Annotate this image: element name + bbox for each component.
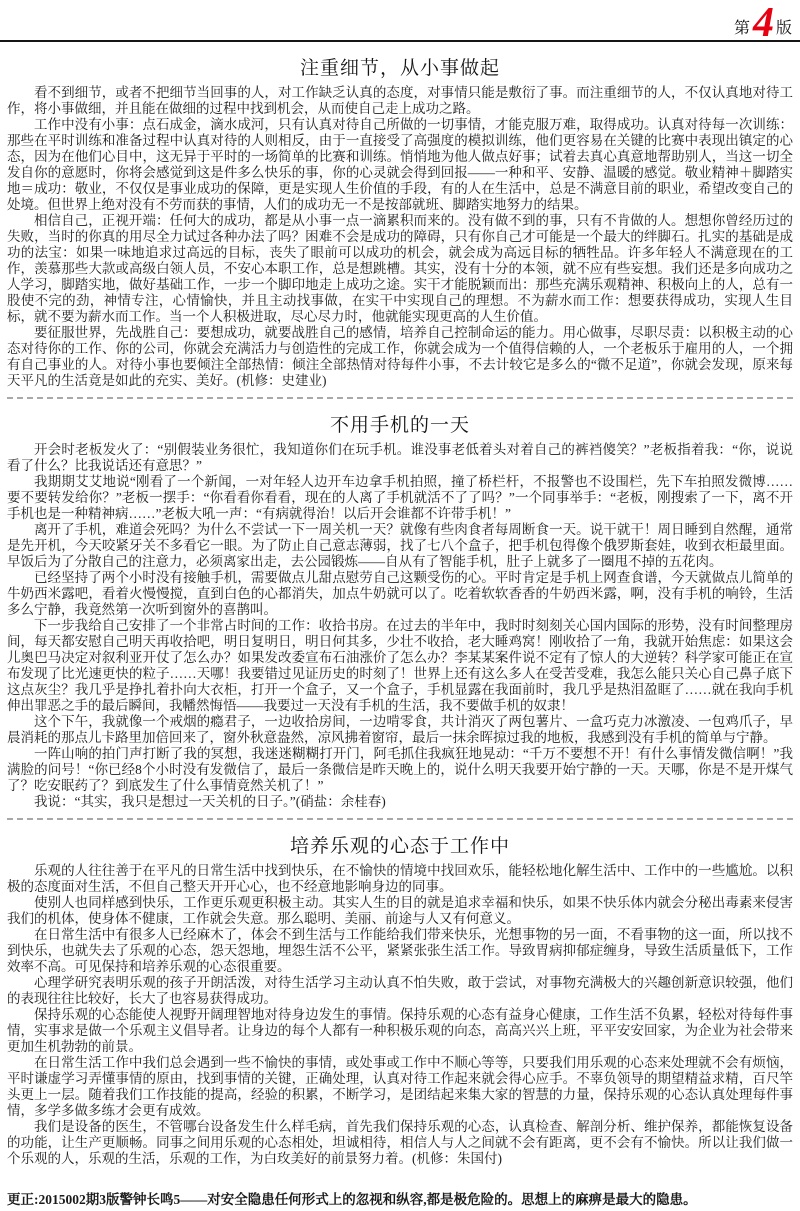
article-paragraph: 在日常生活工作中我们总会遇到一些不愉快的事情，或处事或工作中不顺心等等，只要我们用乐观的心态来处理就不会有烦恼，平时谦虚学习弄懂事情的原由，找到事情的关键，正确处理，认真对待工作起来就会得心应手。不辜负领导的期望精益求精，百尺竿头更上一层。随着我们工作技能的提高，经验的积累，不断学习，是团结起来集大家的智慧的力量，保持乐观的心态认真处理每件事情，多学多做多练才会更有成效。 [7,1055,793,1118]
article-paragraph: 乐观的人往往善于在平凡的日常生活中找到快乐，在不愉快的情境中找回欢乐，能轻松地化解生活中、工作中的一些尴尬。以积极的态度面对生活，不但自己整天开开心心，也不经意地影响身边的同事。 [7,863,793,894]
article-paragraph: 下一步我给自己安排了一个非常占时间的工作：收拾书房。在过去的半年中，我时时刻刻关心国内国际的形势，没有时间整理房间，每天都安慰自己明天再收拾吧，明日复明日，明日何其多，少壮不收拾，老大睡鸡窝！刚收拾了一角，我就开始焦虑：如果这会儿奥巴马决定对叙利亚开仗了怎么办？如果发改委宣布石油涨价了怎么办？李某某案件说不定有了惊人的大逆转？科学家可能正在宣布发现了比光速更快的粒子……天哪！我要错过见证历史的时刻了！世界上还有这么多人在受苦受难，我怎么能只关心自己鼻子底下这点灰尘？我几乎是挣扎着扑向大衣柜，打开一个盒子，又一个盒子，手机显露在我面前时，我几乎是热泪盈眶了……就在我向手机伸出罪恶之手的最后瞬间，我幡然悔悟——我要过一天没有手机的生活，我不要做手机的奴隶！ [7,618,793,713]
article-body [7,442,793,810]
article-paragraph: 一阵山响的拍门声打断了我的冥想，我迷迷糊糊打开门，阿毛抓住我疯狂地晃动：“千万不要想不开！有什么事情发微信啊！”我满脸的问号！“你已经8个小时没有发微信了，最后一条微信是昨天晚上的，说什么明天我要开始宁静的一天。天哪，你是不是开煤气了？吃安眠药了？到底发生了什么事情竟然关机了！” [7,746,793,793]
article-paragraph: 看不到细节，或者不把细节当回事的人，对工作缺乏认真的态度，对事情只能是敷衍了事。而注重细节的人，不仅认真地对待工作，将小事做细，并且能在做细的过程中找到机会，从而使自己走上成功之路。 [7,85,793,116]
article [7,53,793,389]
article-paragraph: 工作中没有小事：点石成金，滴水成河，只有认真对待自己所做的一切事情，才能克服万难，取得成功。认真对待每一次训练：那些在平时训练和准备过程中认真对待的人则相反，由于一直接受了高强度的模拟训练，他们更容易在关键的比赛中表现出镇定的心态，因为在他们心目中，这无异于平时的一场简单的比赛和训练。悄悄地为他人做点好事；试着去真心真意地帮助别人，当这一切全发自你的意愿时，你将会感觉到这是件多么快乐的事，你的心灵就会得到回报——一种和平、安静、温暖的感觉。敬业精神＋脚踏实地＝成功：敬业，不仅仅是事业成功的保障，更是实现人生价值的手段，有的人在生活中，总是不满意目前的职业，希望改变自己的处境。但世界上绝对没有不劳而获的事情，人们的成功无一不是按部就班、脚踏实地努力的结果。 [7,117,793,212]
article-paragraph: 要征服世界，先战胜自己：要想成功，就要战胜自己的感情，培养自己控制命运的能力。用心做事，尽职尽责：以积极主动的心态对待你的工作、你的公司，你就会充满活力与创造性的完成工作，你就会成为一个值得信赖的人，一个老板乐于雇用的人，一个拥有自己事业的人。对待小事也要倾注全部热情：倾注全部热情对待每件小事，不去计较它是多么的“微不足道”，你就会发现，原来每天平凡的生活竟是如此的充实、美好。(机修：史建业) [7,325,793,388]
article-paragraph: 这个下午，我就像一个戒烟的瘾君子，一边收拾房间，一边啃零食，共计消灭了两包薯片、一盒巧克力冰激凌、一包鸡爪子，早晨消耗的那点儿卡路里加倍回来了，窗外秋意盎然，凉风拂着窗帘，最后一抹余晖掠过我的地板，我感到没有手机的简单与宁静。 [7,714,793,745]
article-paragraph: 离开了手机，难道会死吗？为什么不尝试一下一周关机一天？就像有些肉食者每周断食一天。说干就干！周日睡到自然醒，通常是先开机，今天咬紧牙关不多看它一眼。为了防止自己意志薄弱，找了七八个盒子，把手机包得像个俄罗斯套娃，收到衣柜最里面。早饭后为了分散自己的注意力，必须离家出走，去公园锻炼——自从有了智能手机，肚子上就多了一圈甩不掉的五花肉。 [7,522,793,569]
article-title: 培养乐观的心态于工作中 [289,836,510,857]
article-paragraph: 相信自己，正视开端：任何大的成功，都是从小事一点一滴累积而来的。没有做不到的事，只有不肯做的人。想想你曾经历过的失败，当时的你真的用尽全力试过各种办法了吗？困难不会是成功的障碍，只有你自己才可能是一个最大的绊脚石。扎实的基础是成功的法宝：如果一味地追求过高远的目标，丧失了眼前可以成功的机会，就会成为高远目标的牺牲品。许多年轻人不满意现在的工作，羡慕那些大款或高级白领人员，不安心本职工作，总是想跳槽。其实，没有十分的本领，就不应有些妄想。我们还是多向成功之人学习，脚踏实地，做好基础工作，一步一个脚印地走上成功之途。实干才能脱颖而出：那些充满乐观精神、积极向上的人，总有一股使不完的劲，神情专注，心情愉快，并且主动找事做，在实干中实现自己的理想。不为薪水而工作：想要获得成功，实现人生目标，就不要为薪水而工作。当一个人积极进取，尽心尽力时，他就能实现更高的人生价值。 [7,213,793,324]
article-paragraph: 在日常生活中有很多人已经麻木了，体会不到生活与工作能给我们带来快乐，光想事物的另一面，不看事物的这一面，所以找不到快乐，也就失去了乐观的心态，怨天怨地，埋怨生活不公平，紧紧张张生活工作。导致胃病抑郁症缠身，导致生活质量低下，工作效率不高。可见保持和培养乐观的心态很重要。 [7,927,793,974]
edition-suffix: 版 [775,20,792,37]
correction-note: 更正:2015002期3版警钟长鸣5——对安全隐患任何形式上的忽视和纵容,都是极危险的。思想上的麻痹是最大的隐患。 [7,1192,697,1207]
article-paragraph: 使别人也同样感到快乐，工作更乐观更积极主动。其实人生的目的就是追求幸福和快乐，如果不快乐体内就会分秘出毒素来侵害我们的机体，使身体不健康，工作就会失意。那么聪明、美丽、前途与人又有何意义。 [7,895,793,926]
article-body [7,85,793,389]
articles-container [7,53,793,1167]
article-title: 注重细节，从小事做起 [299,58,500,79]
article-paragraph: 我们是设备的医生，不管哪台设备发生什么样毛病，首先我们保持乐观的心态，认真检查、解剖分析、维护保养，都能恢复设备的功能，让生产更顺畅。同事之间用乐观的心态相处，坦诚相待，相信人与人之间就不会有距离，更不会有不愉快。所以让我们做一个乐观的人，乐观的生活，乐观的工作，为白玫美好的前景努力着。(机修：朱国付) [7,1119,793,1166]
article-separator [7,397,793,399]
article-title: 不用手机的一天 [329,415,470,436]
article-paragraph: 我说：“其实，我只是想过一天关机的日子。”(硝盐：余桂春) [34,794,386,809]
edition-label [733,0,792,46]
edition-number: 4 [752,0,773,46]
article [7,831,793,1167]
article-paragraph: 心理学研究表明乐观的孩子开朗活泼，对待生活学习主动认真不怕失败，敢于尝试，对事物充满极大的兴趣创新意识较强，他们的表现往往比较好，长大了也容易获得成功。 [7,975,793,1006]
masthead [0,0,800,46]
article [7,410,793,810]
edition-prefix: 第 [733,20,750,37]
article-paragraph: 我期期艾艾地说“刚看了一个新闻，一对年轻人边开车边拿手机拍照，撞了桥栏杆，不报警也不设围栏，先下车拍照发微博……要不要转发给你？”老板一摆手：“你看看你看看，现在的人离了手机就活不了了吗？”一个同事举手：“老板，刚搜索了一下，离不开手机也是一种精神病……”老板大吼一声：“有病就得治！以后开会谁都不许带手机！” [7,474,793,521]
article-body [7,863,793,1167]
page-content [0,53,800,1208]
article-paragraph: 开会时老板发火了：“别假装业务很忙，我知道你们在玩手机。谁没事老低着头对着自己的裤裆傻笑？”老板指着我：“你，说说看了什么？比我说话还有意思？” [7,442,793,473]
article-paragraph: 保持乐观的心态能使人视野开阔理智地对待身边发生的事情。保持乐观的心态有益身心健康，工作生活不负累，轻松对待每件事情，实事求是做一个乐观主义倡导者。让身边的每个人都有一种积极乐观的向态，高高兴兴上班，平平安安回家，为企业为社会带来更加生机勃勃的前景。 [7,1007,793,1054]
article-separator [7,818,793,820]
article-paragraph: 已经坚持了两个小时没有接触手机，需要做点儿甜点慰劳自己这颗受伤的心。平时肯定是手机上网查食谱，今天就做点儿简单的牛奶西米露吧，看着火慢慢搅，直到白色的心都消失，加点牛奶就可以了。吃着软软香香的牛奶西米露，啊，没有手机的响铃，生活多么宁静，我竟然第一次听到窗外的喜鹊叫。 [7,570,793,617]
